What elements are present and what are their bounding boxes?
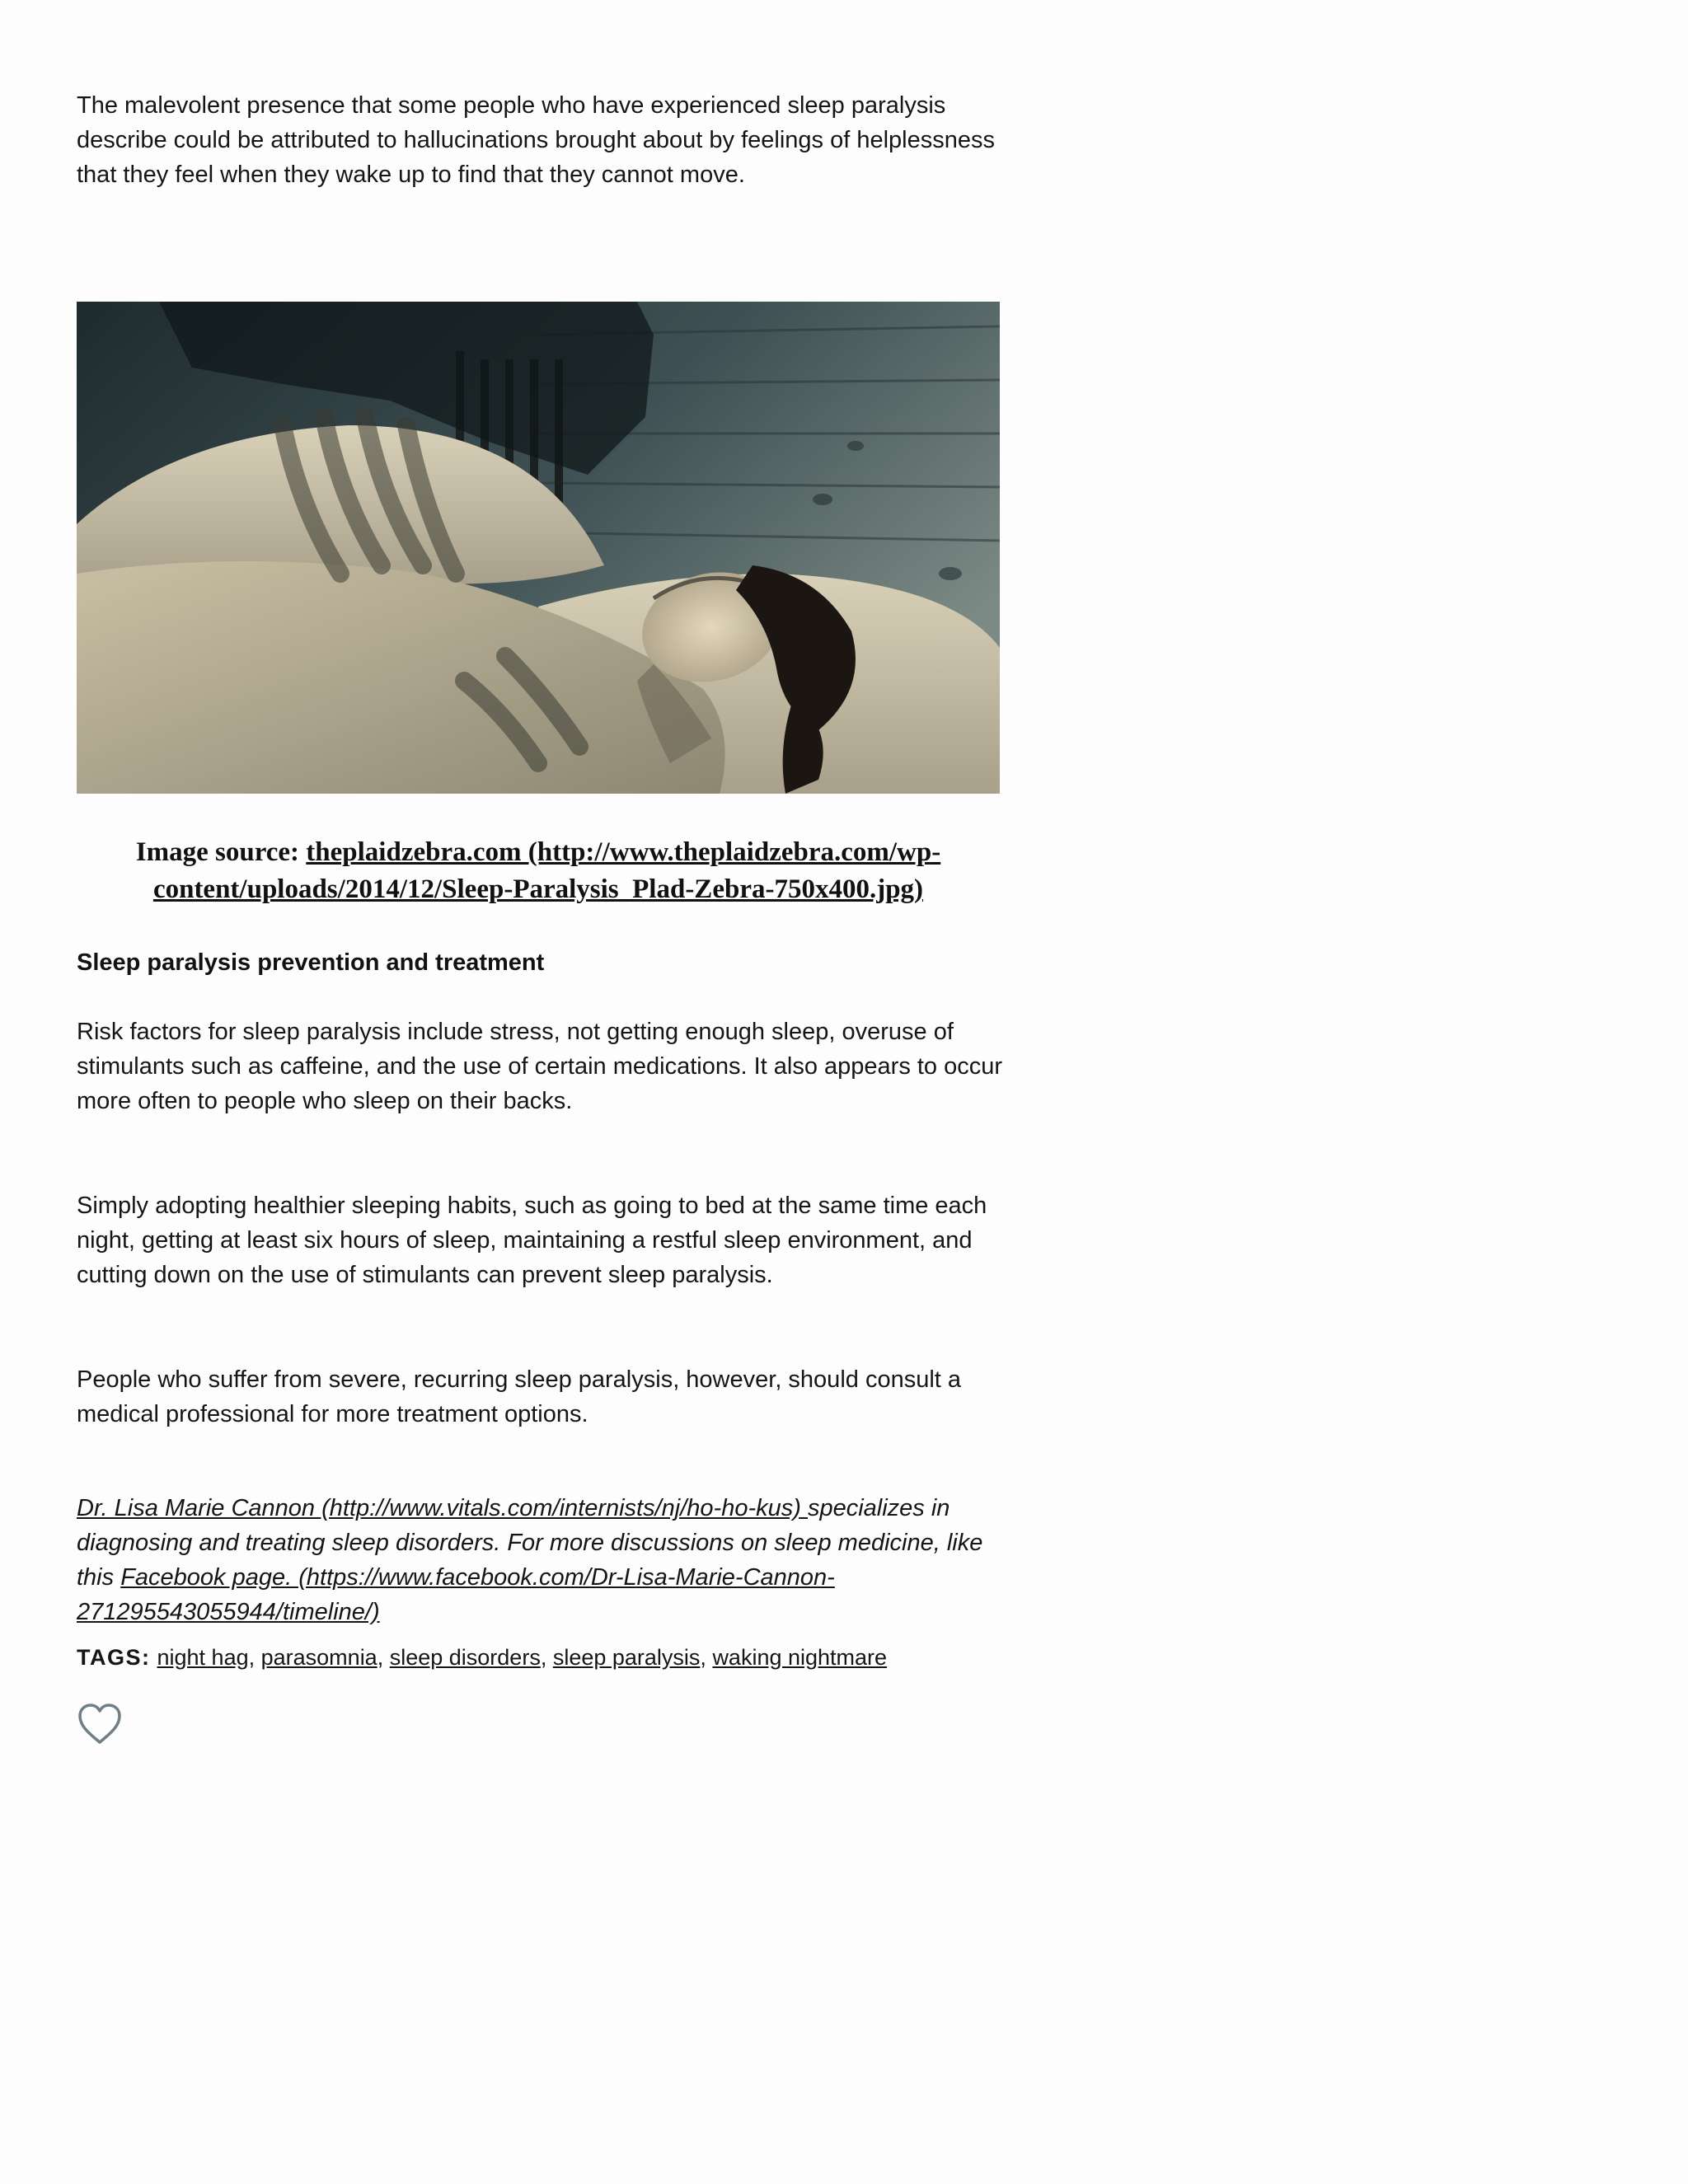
tags-row <box>77 1641 887 1674</box>
tags-label: TAGS: <box>77 1645 151 1670</box>
habits-paragraph: Simply adopting healthier sleeping habits, such as going to bed at the same time each night, getting at least six hours of sleep, maintaining a restful sleep environment, and cutting down on the use of stimulants can prevent sleep paralysis. <box>77 1193 987 1288</box>
image-source-link[interactable]: theplaidzebra.com (http://www.theplaidzebra.com/wp-content/uploads/2014/12/Sleep-Paralysis_Plad-Zebra-750x400.jpg) <box>152 837 941 904</box>
bio-text: specializes in diagnosing and treating sleep disorders. For more discussions on sleep medicine, like this <box>77 1495 983 1591</box>
treatment-paragraph: People who suffer from severe, recurring sleep paralysis, however, should consult a medical professional for more treatment options. <box>77 1366 962 1427</box>
tag-separator: , <box>540 1645 553 1670</box>
tag-link[interactable]: waking nightmare <box>712 1645 888 1670</box>
tag-separator: , <box>377 1645 390 1670</box>
caption-prefix: Image source: <box>135 837 307 867</box>
intro-paragraph: The malevolent presence that some people who have experienced sleep paralysis describe could be attributed to hallucinations brought about by feelings of helplessness that they feel when they wake up to find that they cannot move. <box>77 92 996 188</box>
sleep-paralysis-photo <box>77 302 1000 794</box>
article-image <box>77 302 1000 794</box>
facebook-link[interactable]: Facebook page. (https://www.facebook.com/Dr-Lisa-Marie-Cannon-271295543055944/timeline/) <box>77 1564 835 1625</box>
tag-link[interactable]: sleep paralysis <box>552 1645 701 1670</box>
tag-separator: , <box>700 1645 713 1670</box>
author-bio <box>77 1491 1008 1629</box>
tag-separator: , <box>248 1645 261 1670</box>
risk-factors-paragraph: Risk factors for sleep paralysis include stress, not getting enough sleep, overuse of stimulants such as caffeine, and the use of certain medications. It also appears to occur more often to people who sleep on their backs. <box>77 1019 1003 1114</box>
tag-link[interactable]: sleep disorders <box>389 1645 541 1670</box>
section-heading: Sleep paralysis prevention and treatment <box>77 949 545 976</box>
author-link[interactable]: Dr. Lisa Marie Cannon (http://www.vitals.com/internists/nj/ho-ho-kus) <box>77 1495 808 1521</box>
tag-link[interactable]: night hag <box>157 1645 249 1670</box>
heart-outline-icon[interactable] <box>77 1701 123 1747</box>
image-caption <box>77 834 1000 908</box>
tag-link[interactable]: parasomnia <box>260 1645 377 1670</box>
